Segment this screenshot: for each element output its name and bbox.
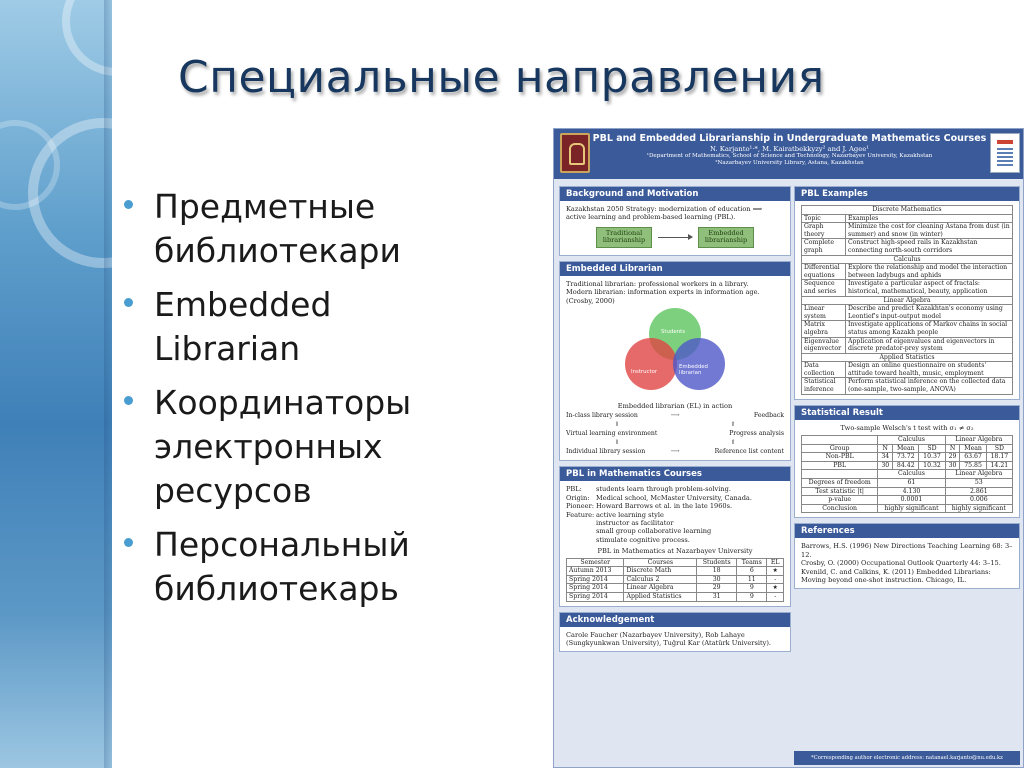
table-row [802, 453, 1013, 462]
bullet-item [124, 381, 454, 513]
definition-row [566, 527, 784, 535]
definition-key: Feature: [566, 510, 595, 519]
table-cell: 61 [878, 479, 945, 488]
table-cell: 18.17 [986, 453, 1012, 462]
poster-left-column [559, 186, 791, 657]
table-cell: Linear Algebra [624, 584, 697, 593]
conference-logo-icon [990, 133, 1020, 173]
table-row [802, 479, 1013, 488]
definition-value: instructor as facilitator [596, 519, 674, 528]
table-cell: Minimize the cost for cleaning Astana from dust (in summer) and snow (in winter) [846, 223, 1013, 239]
table-cell: 14.21 [986, 461, 1012, 470]
table-cell: Non-PBL [802, 453, 878, 462]
table-cell: 34 [878, 453, 893, 462]
table-section-row [802, 255, 1013, 264]
table-cell: 84.42 [893, 461, 919, 470]
slide-title: Специальные направления [178, 52, 825, 103]
spacer [668, 430, 682, 438]
column-header: Group [802, 444, 878, 453]
table-cell: Application of eigenvalues and eigenvectors in discrete predator-prey system [846, 337, 1013, 353]
table-row [567, 567, 784, 576]
table-cell: Linear system [802, 305, 846, 321]
definition-row [566, 536, 784, 544]
process-step: Reference list content [714, 448, 784, 456]
table-cell: Explore the relationship and model the interaction between ladybugs and aphids [846, 264, 1013, 280]
process-step: Virtual learning environment [566, 430, 658, 438]
pbl-examples-section [794, 186, 1020, 400]
courses-table [566, 558, 784, 602]
table-cell: 9 [737, 593, 767, 602]
section-text: (Crosby, 2000) [566, 296, 615, 305]
definition-value: students learn through problem-solving. [596, 485, 731, 494]
bullet-item [124, 283, 454, 371]
section-heading: PBL Examples [795, 187, 1019, 201]
table-row [802, 504, 1013, 513]
el-process-grid [566, 412, 784, 456]
table-cell: 75.85 [960, 461, 986, 470]
table-row [802, 305, 1013, 321]
bullet-list [124, 185, 454, 621]
table-cell: Spring 2014 [567, 584, 624, 593]
table-cell [802, 470, 878, 479]
definition-value: Medical school, McMaster University, Canada. [596, 493, 752, 502]
arrow-right-icon [658, 237, 692, 238]
table-row [802, 496, 1013, 505]
column-header: Teams [737, 558, 767, 567]
group-header: Calculus [878, 470, 945, 479]
table-cell: 11 [737, 575, 767, 584]
definition-key [566, 519, 596, 527]
venn-label: Embedded librarian [679, 364, 708, 377]
bullet-dot-icon [124, 200, 133, 209]
poster-image [553, 128, 1024, 768]
poster-affiliation: ²Nazarbayev University Library, Astana, Kazakhstan [715, 160, 864, 166]
poster-title: PBL and Embedded Librarianship in Undergraduate Mathematics Courses [592, 133, 987, 144]
table-cell: 30 [878, 461, 893, 470]
section-text: Carole Faucher (Nazarbayev University), Rob Lahaye (Sungkyunkwan University), Tuğrul Kar (Atatürk University). [566, 630, 771, 648]
arrow-down-icon: ⇓ [614, 439, 620, 447]
decorative-side-panel [0, 0, 112, 768]
arrow-down-icon: ⇓ [614, 421, 620, 429]
table-header-row [802, 436, 1013, 445]
acknowledgement-section [559, 612, 791, 653]
definition-row [566, 485, 784, 493]
definition-key: Origin: [566, 493, 590, 502]
poster-affiliation: ¹Department of Mathematics, School of Science and Technology, Nazarbayev University, Kazakhstan [646, 153, 933, 159]
table-row [567, 593, 784, 602]
university-logo-icon [560, 133, 590, 173]
table-row [802, 214, 1013, 223]
table-cell: 6 [737, 567, 767, 576]
venn-circle-instructor [625, 338, 677, 390]
poster-footnote: *Corresponding author electronic address: natanael.karjanto@nu.edu.kz [794, 751, 1020, 765]
table-cell: - [767, 575, 784, 584]
stats-caption: Two-sample Welsch's t test with σ₁ ≠ σ₂ [840, 423, 974, 432]
definition-row [566, 511, 784, 519]
table-cell: Complete graph [802, 239, 846, 255]
table-cell: Spring 2014 [567, 575, 624, 584]
table-cell: 31 [697, 593, 737, 602]
definition-row [566, 502, 784, 510]
table-header-row [567, 558, 784, 567]
group-header: Calculus [878, 436, 945, 445]
table-row [802, 264, 1013, 280]
table-cell: Design an online questionnaire on students' attitude toward health, music, employment [846, 362, 1013, 378]
table-cell: Perform statistical inference on the collected data (one-sample, two-sample, ANOVA) [846, 378, 1013, 394]
table-row [802, 378, 1013, 394]
table-cell: 2.861 [945, 487, 1012, 496]
references-section [794, 523, 1020, 589]
table-row [802, 487, 1013, 496]
process-step: Individual library session [566, 448, 646, 456]
stats-table [801, 435, 1013, 513]
group-header: Linear Algebra [945, 470, 1012, 479]
poster-right-column [794, 186, 1020, 594]
section-heading: PBL in Mathematics Courses [560, 467, 790, 481]
column-header: Students [697, 558, 737, 567]
table-cell: Statistical inference [802, 378, 846, 394]
definition-key [566, 536, 596, 544]
definition-key: Pioneer: [566, 502, 594, 511]
table-section-title: Linear Algebra [802, 296, 1013, 305]
reference-item: Barrows, H.S. (1996) New Directions Teaching Learning 68: 3–12. [801, 542, 1013, 559]
bullet-text: Координаторы электронных ресурсов [154, 383, 412, 510]
column-header: N [878, 444, 893, 453]
table-cell: ★ [767, 567, 784, 576]
table-cell: Examples [846, 214, 1013, 223]
table-cell: Conclusion [802, 504, 878, 513]
table-cell: Investigate applications of Markov chains in social status among Kazakh people [846, 321, 1013, 337]
table-cell: 10.32 [919, 461, 945, 470]
table-cell: - [767, 593, 784, 602]
table-row [802, 362, 1013, 378]
reference-item: Crosby, O. (2000) Occupational Outlook Quarterly 44: 3–15. [801, 559, 1001, 568]
table-section-title: Discrete Mathematics [802, 206, 1013, 215]
table-cell: Differential equations [802, 264, 846, 280]
table-cell: Discrete Math [624, 567, 697, 576]
table-cell: highly significant [878, 504, 945, 513]
table-cell: 9 [737, 584, 767, 593]
process-step: Feedback [753, 412, 784, 420]
table-cell: Sequence and series [802, 280, 846, 296]
table-cell: 29 [945, 453, 960, 462]
arrow-icon: ⟶ [670, 412, 680, 420]
pbl-math-section [559, 466, 791, 606]
column-header: Mean [893, 444, 919, 453]
statistical-result-section [794, 405, 1020, 519]
table-section-row [802, 353, 1013, 362]
table-row [802, 239, 1013, 255]
table-cell: 30 [697, 575, 737, 584]
table-cell: 53 [945, 479, 1012, 488]
venn-label: Instructor [631, 369, 658, 376]
table-section-title: Applied Statistics [802, 353, 1013, 362]
bullet-item [124, 523, 454, 611]
table-cell: 18 [697, 567, 737, 576]
table-row [802, 337, 1013, 353]
table-section-title: Calculus [802, 255, 1013, 264]
process-step: In-class library session [566, 412, 638, 420]
section-heading: Acknowledgement [560, 613, 790, 627]
column-header: Mean [960, 444, 986, 453]
column-header: SD [919, 444, 945, 453]
definition-value: stimulate cognitive process. [596, 535, 690, 544]
poster-authors: N. Karjanto¹·*, M. Kairatbekkyzy² and J. Agee¹ [709, 145, 870, 153]
bullet-text: Предметные библиотекари [154, 187, 401, 270]
table-cell: 30 [945, 461, 960, 470]
table-row [567, 584, 784, 593]
table-cell: Calculus 2 [624, 575, 697, 584]
section-heading: Background and Motivation [560, 187, 790, 201]
definition-row [566, 494, 784, 502]
table-cell: Applied Statistics [624, 593, 697, 602]
table-section-row [802, 206, 1013, 215]
definition-key [566, 527, 596, 535]
venn-caption: Embedded librarian (EL) in action [617, 402, 733, 411]
column-header: Semester [567, 558, 624, 567]
table-row [802, 321, 1013, 337]
table-cell: 10.37 [919, 453, 945, 462]
definition-value: Howard Barrows et al. in the late 1960s. [596, 502, 733, 511]
definition-value: small group collaborative learning [596, 527, 712, 536]
table-row [802, 280, 1013, 296]
section-heading: Statistical Result [795, 406, 1019, 420]
venn-label: Students [661, 329, 686, 336]
background-section [559, 186, 791, 256]
table-cell: ★ [767, 584, 784, 593]
table-header-row [802, 470, 1013, 479]
flow-box: Traditional librarianship [596, 227, 652, 248]
table-cell: Test statistic |t| [802, 487, 878, 496]
group-header: Linear Algebra [945, 436, 1012, 445]
table-row [567, 575, 784, 584]
flow-box: Embedded librarianship [698, 227, 754, 248]
bullet-dot-icon [124, 298, 133, 307]
arrow-up-icon: ⇑ [730, 439, 736, 447]
table-cell: 29 [697, 584, 737, 593]
bullet-dot-icon [124, 396, 133, 405]
venn-diagram [615, 308, 735, 400]
process-step: Progress analysis [729, 430, 784, 438]
arrow-icon: ⟶ [670, 448, 680, 456]
table-row [802, 223, 1013, 239]
table-cell: Spring 2014 [567, 593, 624, 602]
bullet-item [124, 185, 454, 273]
table-cell: Eigenvalue eigenvector [802, 337, 846, 353]
column-header: SD [986, 444, 1012, 453]
table-cell: 4.130 [878, 487, 945, 496]
examples-table [801, 205, 1013, 395]
section-text: Kazakhstan 2050 Strategy: modernization of education ⟹ active learning and problem-based learning (PBL). [566, 205, 763, 222]
arrow-up-icon: ⇑ [730, 421, 736, 429]
section-text: Traditional librarian: professional workers in a library. [566, 279, 749, 288]
table-header-row [802, 444, 1013, 453]
column-header: EL [767, 558, 784, 567]
spacer [668, 439, 682, 447]
table-cell: 0.006 [945, 496, 1012, 505]
table-cell: 63.67 [960, 453, 986, 462]
panel-shadow [104, 0, 112, 768]
table-cell: Describe and predict Kazakhtan's economy using Leontief's input-output model [846, 305, 1013, 321]
table-cell: p-value [802, 496, 878, 505]
table-cell: Autumn 2013 [567, 567, 624, 576]
definition-row [566, 519, 784, 527]
bullet-text: Персональный библиотекарь [154, 525, 410, 608]
reference-item: Kvenild, C. and Calkins, K. (2011) Embedded Librarians: Moving beyond one-shot instruction. Chicago, IL. [801, 567, 991, 585]
table-cell [802, 436, 878, 445]
table-cell: 0.0001 [878, 496, 945, 505]
definition-value: active learning style [596, 510, 664, 519]
table-cell: Matrix algebra [802, 321, 846, 337]
table-cell: Topic [802, 214, 846, 223]
table-cell: PBL [802, 461, 878, 470]
section-heading: References [795, 524, 1019, 538]
column-header: Courses [624, 558, 697, 567]
embedded-librarian-section [559, 261, 791, 462]
table-caption: PBL in Mathematics at Nazarbayev University [597, 547, 753, 556]
spacer [668, 421, 682, 429]
bullet-text: Embedded Librarian [154, 285, 332, 368]
definition-key: PBL: [566, 485, 582, 494]
bullet-dot-icon [124, 538, 133, 547]
section-heading: Embedded Librarian [560, 262, 790, 276]
librarianship-flow [566, 227, 784, 248]
column-header: N [945, 444, 960, 453]
table-cell: Construct high-speed rails in Kazakhstan connecting north-south corridors [846, 239, 1013, 255]
table-cell: Data collection [802, 362, 846, 378]
poster-header [554, 129, 1024, 179]
section-text: Modern librarian: information experts in information age. [566, 288, 760, 297]
table-cell: highly significant [945, 504, 1012, 513]
table-cell: Graph theory [802, 223, 846, 239]
table-cell: Investigate a particular aspect of fractals: historical, mathematical, beauty, application [846, 280, 1013, 296]
table-cell: 73.72 [893, 453, 919, 462]
table-row [802, 461, 1013, 470]
table-section-row [802, 296, 1013, 305]
table-cell: Degrees of freedom [802, 479, 878, 488]
